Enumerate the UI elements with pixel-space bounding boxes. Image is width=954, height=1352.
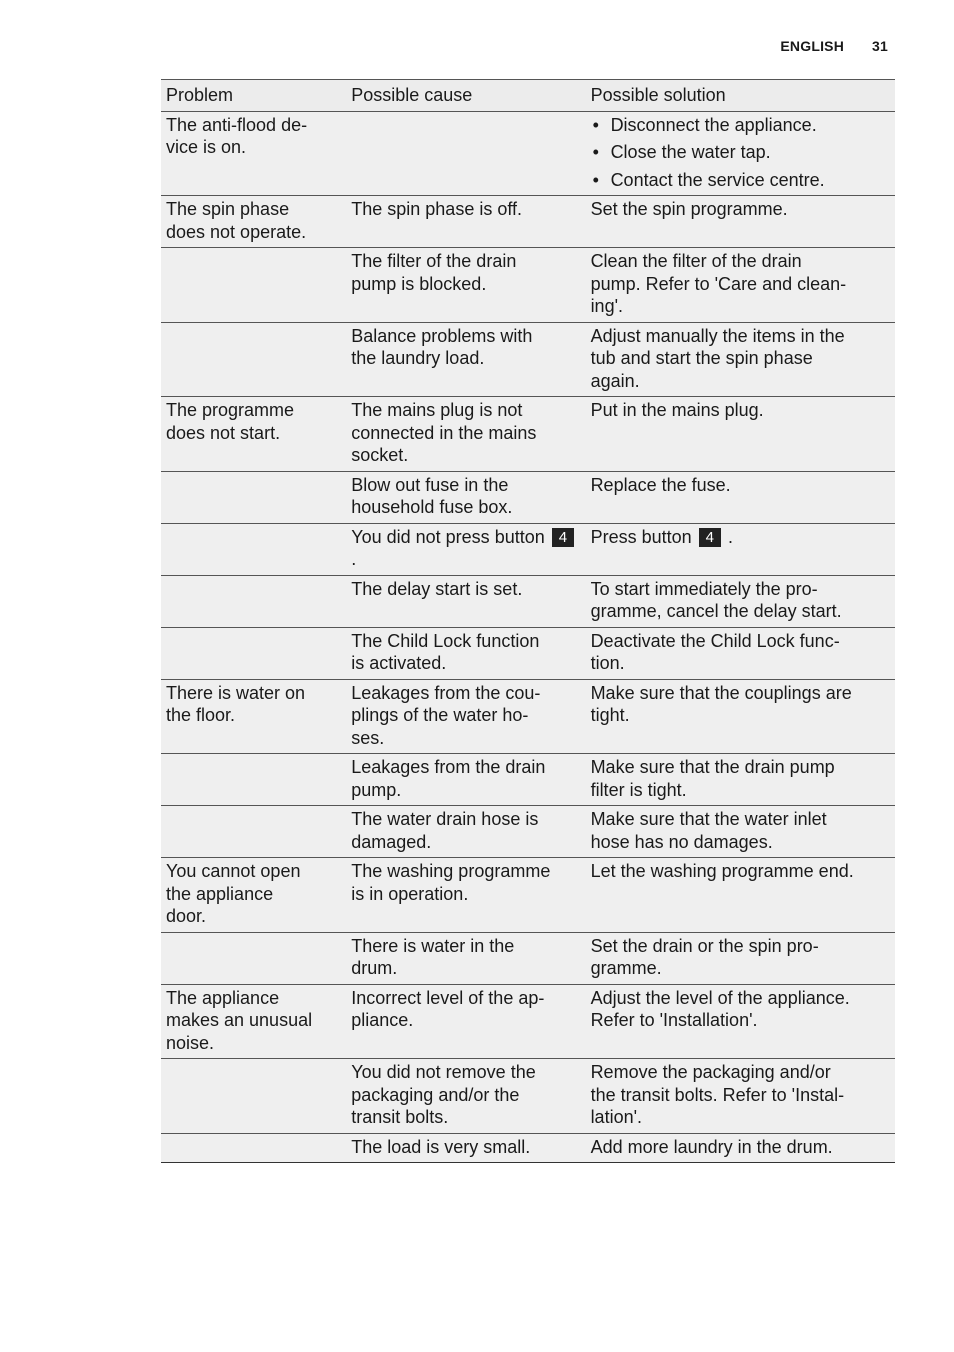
solution-line: Refer to 'Installation'. [590, 1010, 758, 1030]
problem-cell [161, 471, 346, 523]
cause-line: Leakages from the cou- [351, 682, 541, 703]
troubleshooting-table [161, 79, 895, 1163]
problem-line: You cannot open [166, 861, 301, 881]
solution-cell [586, 575, 895, 627]
solution-line: tight. [590, 705, 630, 725]
problem-line: noise. [166, 1032, 215, 1053]
solution-cell [586, 523, 895, 575]
column-header-problem: Problem [161, 80, 346, 112]
problem-cell [161, 111, 346, 196]
solution-line: lation'. [590, 1107, 643, 1127]
button-4-badge: 4 [699, 528, 721, 547]
problem-cell [161, 806, 346, 858]
cause-line: connected in the mains [351, 422, 537, 443]
problem-line: The appliance [166, 987, 280, 1008]
table-row [161, 196, 895, 248]
solution-cell [586, 471, 895, 523]
problem-cell [161, 932, 346, 984]
problem-cell [161, 248, 346, 323]
cause-line: the laundry load. [351, 348, 485, 368]
solution-text: Press button [590, 526, 692, 547]
cause-cell [346, 754, 585, 806]
problem-cell [161, 858, 346, 933]
table-row [161, 984, 895, 1059]
problem-cell [161, 523, 346, 575]
problem-line: the appliance [166, 883, 274, 904]
solution-cell [586, 1059, 895, 1134]
problem-cell [161, 754, 346, 806]
cause-cell [346, 322, 585, 397]
page-header [780, 38, 888, 54]
problem-line: makes an unusual [166, 1010, 313, 1030]
solution-cell [586, 627, 895, 679]
table-row [161, 627, 895, 679]
cause-cell [346, 806, 585, 858]
table-header-row [161, 80, 895, 112]
list-item: • Disconnect the appliance. [591, 114, 891, 137]
solution-cell [586, 397, 895, 472]
solution-line: hose has no damages. [590, 831, 773, 852]
problem-cell [161, 575, 346, 627]
table-row [161, 471, 895, 523]
cause-cell [346, 679, 585, 754]
solution-line: Adjust the level of the appliance. [590, 987, 850, 1008]
solution-line: Make sure that the drain pump [590, 757, 835, 777]
table-row [161, 523, 895, 575]
cause-suffix: . [351, 549, 357, 569]
cause-line: packaging and/or the [351, 1084, 520, 1105]
problem-line: vice is on. [166, 137, 247, 157]
table-row [161, 322, 895, 397]
cause-line: is in operation. [351, 883, 469, 904]
solution-line: Set the drain or the spin pro- [590, 935, 819, 956]
cause-line: The water drain hose is [351, 809, 539, 829]
problem-line: the floor. [166, 705, 236, 725]
solution-line: Set the spin programme. [590, 199, 788, 219]
solution-cell [586, 111, 895, 196]
solution-cell [586, 754, 895, 806]
solution-suffix: . [728, 526, 734, 547]
solution-line: To start immediately the pro- [590, 578, 818, 599]
solution-line: pump. Refer to 'Care and clean- [590, 273, 847, 294]
cause-line: ses. [351, 727, 385, 748]
cause-cell [346, 111, 585, 196]
cause-line: Incorrect level of the ap- [351, 987, 545, 1008]
solution-line: ing'. [590, 296, 624, 316]
solution-line: tion. [590, 653, 625, 673]
problem-line: The programme [166, 400, 295, 420]
table-row [161, 806, 895, 858]
problem-cell [161, 322, 346, 397]
cause-cell [346, 248, 585, 323]
cause-cell [346, 858, 585, 933]
problem-line: does not start. [166, 422, 281, 443]
list-item: • Contact the service centre. [591, 169, 891, 192]
cause-cell [346, 196, 585, 248]
cause-line: is activated. [351, 653, 447, 673]
solution-line: the transit bolts. Refer to 'Instal- [590, 1084, 845, 1105]
cause-line: Blow out fuse in the [351, 474, 509, 495]
table-row [161, 1059, 895, 1134]
cause-line: household fuse box. [351, 497, 513, 517]
cause-line: The washing programme [351, 861, 551, 881]
cause-line: damaged. [351, 831, 432, 852]
cause-line: There is water in the [351, 935, 515, 956]
table-row [161, 679, 895, 754]
solution-line: Deactivate the Child Lock func- [590, 630, 840, 651]
cause-cell [346, 984, 585, 1059]
table-body [161, 111, 895, 1163]
solution-cell [586, 858, 895, 933]
problem-cell [161, 1059, 346, 1134]
solution-line: Remove the packaging and/or [590, 1062, 831, 1082]
solution-cell [586, 1133, 895, 1163]
solution-cell [586, 322, 895, 397]
cause-line: pump is blocked. [351, 273, 487, 294]
button-4-badge: 4 [552, 528, 574, 547]
cause-line: The filter of the drain [351, 251, 517, 271]
cause-line: You did not remove the [351, 1062, 536, 1082]
solution-line: Add more laundry in the drum. [590, 1136, 833, 1157]
problem-line: does not operate. [166, 221, 307, 242]
table-row [161, 111, 895, 196]
problem-cell [161, 984, 346, 1059]
solution-bullet-list [591, 114, 891, 192]
cause-text: You did not press button [351, 526, 545, 547]
cause-cell [346, 1133, 585, 1163]
problem-line: There is water on [166, 682, 306, 703]
problem-cell [161, 196, 346, 248]
list-item: • Close the water tap. [591, 141, 891, 164]
solution-line: Make sure that the couplings are [590, 682, 852, 703]
cause-line: transit bolts. [351, 1107, 449, 1127]
cause-line: socket. [351, 445, 409, 465]
solution-cell [586, 196, 895, 248]
cause-cell [346, 523, 585, 575]
solution-line: Adjust manually the items in the [590, 325, 845, 346]
solution-line: filter is tight. [590, 779, 687, 800]
cause-line: pump. [351, 779, 402, 800]
problem-cell [161, 1133, 346, 1163]
cause-cell [346, 397, 585, 472]
problem-cell [161, 397, 346, 472]
table-row [161, 754, 895, 806]
cause-cell [346, 575, 585, 627]
cause-line: The load is very small. [351, 1136, 531, 1157]
cause-line: The Child Lock function [351, 630, 540, 651]
solution-line: Put in the mains plug. [590, 400, 764, 420]
cause-line: The delay start is set. [351, 578, 523, 599]
table-row [161, 932, 895, 984]
cause-cell [346, 627, 585, 679]
solution-line: tub and start the spin phase [590, 348, 813, 368]
solution-line: Clean the filter of the drain [590, 251, 802, 271]
solution-cell [586, 984, 895, 1059]
table-row [161, 248, 895, 323]
solution-line: gramme. [590, 958, 662, 978]
cause-line: pliance. [351, 1010, 414, 1030]
table-row [161, 397, 895, 472]
cause-cell [346, 1059, 585, 1134]
problem-line: door. [166, 906, 207, 926]
problem-cell [161, 679, 346, 754]
column-header-cause: Possible cause [346, 80, 585, 112]
table-row [161, 1133, 895, 1163]
language-label: ENGLISH [780, 38, 845, 54]
cause-line: drum. [351, 958, 398, 978]
solution-cell [586, 932, 895, 984]
solution-cell [586, 248, 895, 323]
problem-line: The spin phase [166, 199, 290, 219]
cause-line: The spin phase is off. [351, 199, 523, 219]
solution-line: again. [590, 370, 640, 391]
table-row [161, 858, 895, 933]
solution-cell [586, 806, 895, 858]
cause-line: Balance problems with [351, 325, 533, 346]
cause-cell [346, 471, 585, 523]
solution-cell [586, 679, 895, 754]
solution-line: Make sure that the water inlet [590, 809, 827, 829]
problem-line: The anti-flood de- [166, 114, 308, 135]
page-number: 31 [872, 38, 888, 54]
cause-cell [346, 932, 585, 984]
cause-line: plings of the water ho- [351, 705, 529, 725]
solution-line: Replace the fuse. [590, 474, 731, 495]
cause-line: Leakages from the drain [351, 757, 546, 777]
solution-line: gramme, cancel the delay start. [590, 601, 842, 621]
column-header-solution: Possible solution [586, 80, 895, 112]
cause-line: The mains plug is not [351, 400, 523, 420]
table-row [161, 575, 895, 627]
problem-cell [161, 627, 346, 679]
solution-line: Let the washing programme end. [590, 861, 854, 881]
